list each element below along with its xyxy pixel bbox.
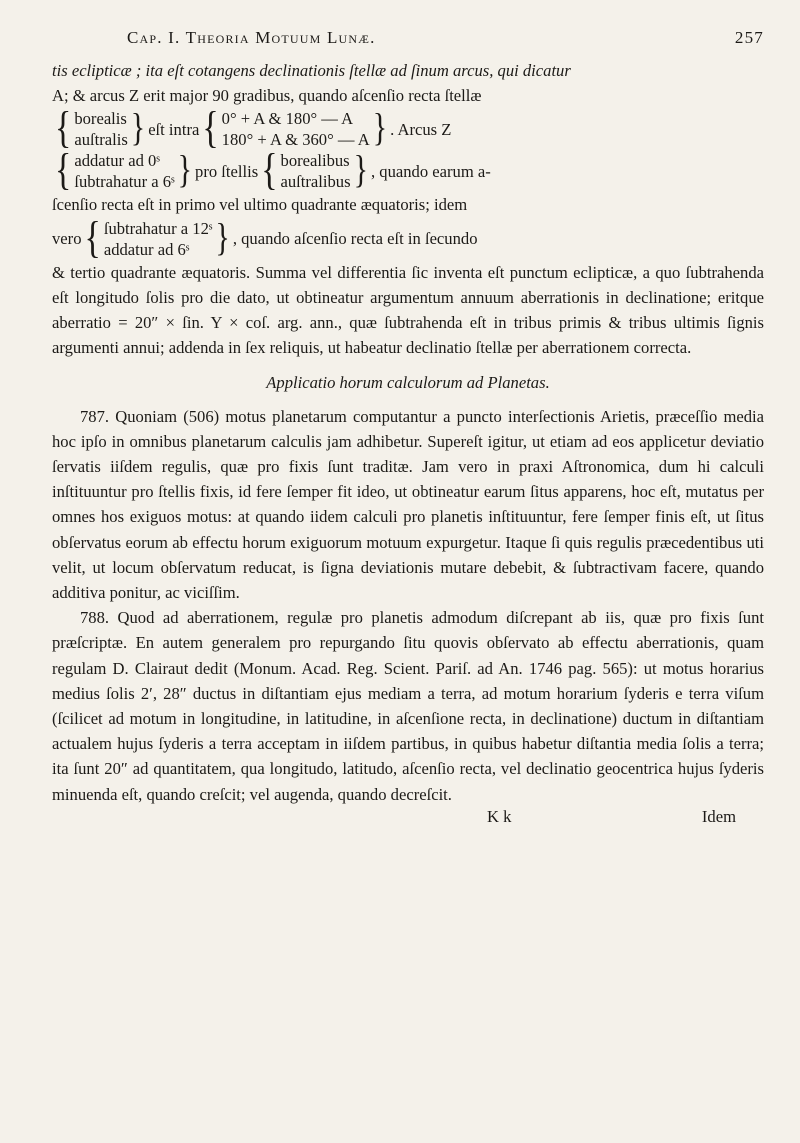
- brace-end-text: , quando aſcenſio recta eſt in ſecundo: [232, 229, 478, 248]
- paragraph-787: 787. Quoniam (506) motus planetarum computantur a puncto interſectionis Arietis, præceſſio media hoc ipſo in omnibus planetarum calculis jam adhibetur. Supereſt igitur, ut etiam ad eos applicetur deviatio ſervatis iiſdem regulis, quæ pro fixis ſunt traditæ. Jam vero in praxi Aſtronomica, dum hi calculi inſtituuntur pro ſtellis fixis, id fere ſemper fit ideo, ut obtineatur earum ſitus apparens, hoc eſt, mutatus per omnes hos exiguos motus: at quando iidem calculi pro planetis inſtituuntur, fere ſemper finis eſt, ut ſitus obſervatus eorum ab effectu horum exiguorum motuum expurgetur. Itaque ſi quis regulis præcedentibus uti velit, ut locum obſervatum reducat, is ſigna deviationis mutare debebit, & ſubtractivam facere, quando additiva ponitur, ac viciſſim.: [52, 406, 764, 603]
- page-number: 257: [734, 28, 764, 47]
- range-1: 0° + A & 180° — A: [221, 109, 354, 129]
- section-title: Applicatio horum calculorum ad Planetas.: [266, 373, 550, 393]
- option-subtrahatur: ſubtrahatur a 12ˢ: [103, 218, 213, 238]
- right-brace: }: [215, 216, 230, 260]
- running-header: [52, 18, 764, 58]
- left-brace: {: [202, 104, 219, 153]
- paragraph-continuation: & tertio quadrante æquatoris. Summa vel differentia ſic inventa eſt punctum eclipticæ, a quo ſubtrahenda eſt longitudo ſolis pro die dato, ut obtineatur argumentum annuum aberrationis in declinatione; eritque aberratio = 20″ × ſin. Y × coſ. arg. ann., quæ ſubtrahenda eſt in tribus primis & tribus ultimis ſignis argumenti annui; addenda in ſex reliquis, ut habeatur declinatio ſtellæ per aberrationem correcta.: [52, 262, 764, 358]
- brace-pre-text: vero: [52, 229, 82, 248]
- catchword: Idem: [701, 806, 736, 826]
- brace-end-text: . Arcus Z: [390, 119, 452, 139]
- right-brace: }: [353, 149, 368, 193]
- signature-mark: K k: [487, 806, 512, 826]
- brace-end-text: , quando earum a-: [370, 161, 491, 181]
- opening-line-1: tis eclipticæ ; ita eſt cotangens declinationis ſtellæ ad ſinum arcus, qui dicatur: [52, 61, 571, 80]
- brace-block-1: [52, 104, 764, 153]
- left-brace: {: [84, 213, 101, 263]
- brace-block-2: [52, 146, 764, 195]
- option-borealis: borealis: [74, 109, 127, 129]
- option-australibus: auſtralibus: [280, 172, 351, 192]
- running-title: Cap. I. Theoria Motuum Lunæ.: [127, 28, 376, 47]
- range-2: 180° + A & 360° — A: [221, 130, 370, 150]
- right-brace: }: [130, 107, 146, 151]
- option-borealibus: borealibus: [280, 151, 350, 171]
- right-brace: }: [177, 149, 193, 193]
- brace-block-3: [52, 213, 764, 263]
- brace-options: [74, 150, 174, 192]
- page: [52, 18, 764, 833]
- brace-options: [74, 108, 127, 150]
- left-brace: {: [55, 104, 72, 153]
- brace-ranges: [281, 150, 351, 192]
- page-footer: [52, 807, 764, 833]
- option-australis: auſtralis: [74, 130, 128, 150]
- option-subtrahatur: ſubtrahatur a 6ˢ: [74, 172, 175, 192]
- brace-ranges: [222, 108, 370, 150]
- brace-options: [104, 218, 213, 260]
- brace-middle-text: eſt intra: [148, 119, 200, 139]
- option-addatur: addatur ad 0ˢ: [74, 151, 160, 171]
- text-body: [52, 58, 764, 807]
- brace-middle-text: pro ſtellis: [195, 161, 259, 181]
- left-brace: {: [261, 146, 278, 195]
- right-brace: }: [372, 107, 388, 151]
- option-addatur: addatur ad 6ˢ: [103, 239, 190, 259]
- paragraph-788: 788. Quod ad aberrationem, regulæ pro planetis admodum diſcrepant ab iis, quæ pro fixis ſunt præſcriptæ. En autem generalem pro repurgando ſitu quovis obſervato ab effectu aberrationis, quam regulam D. Clairaut dedit (Monum. Acad. Reg. Scient. Pariſ. ad An. 1746 pag. 565): ut motus horarius medius ſolis 2′, 28″ ductus in diſtantiam ejus mediam a terra, ad motum horarium ſyderis e terra viſum (ſcilicet ad motum in longitudine, in latitudine, in aſcenſione recta, in declinatione) ductum in diſtantiam actualem hujus ſyderis a terra acceptam in iiſdem partibus, in quibus habetur diſtantia media ſolis a terra; ita ſunt 20″ ad quantitatem, qua longitudo, latitudo, aſcenſio recta, vel declinatio geocentrica hujus ſyderis minuenda eſt, quando creſcit; vel augenda, quando decreſcit.: [52, 608, 764, 804]
- left-brace: {: [55, 146, 72, 195]
- opening-line-2: A; & arcus Z erit major 90 gradibus, quando aſcenſio recta ſtellæ: [52, 86, 482, 106]
- line-after-block-2: ſcenſio recta eſt in primo vel ultimo quadrante æquatoris; idem: [52, 195, 468, 215]
